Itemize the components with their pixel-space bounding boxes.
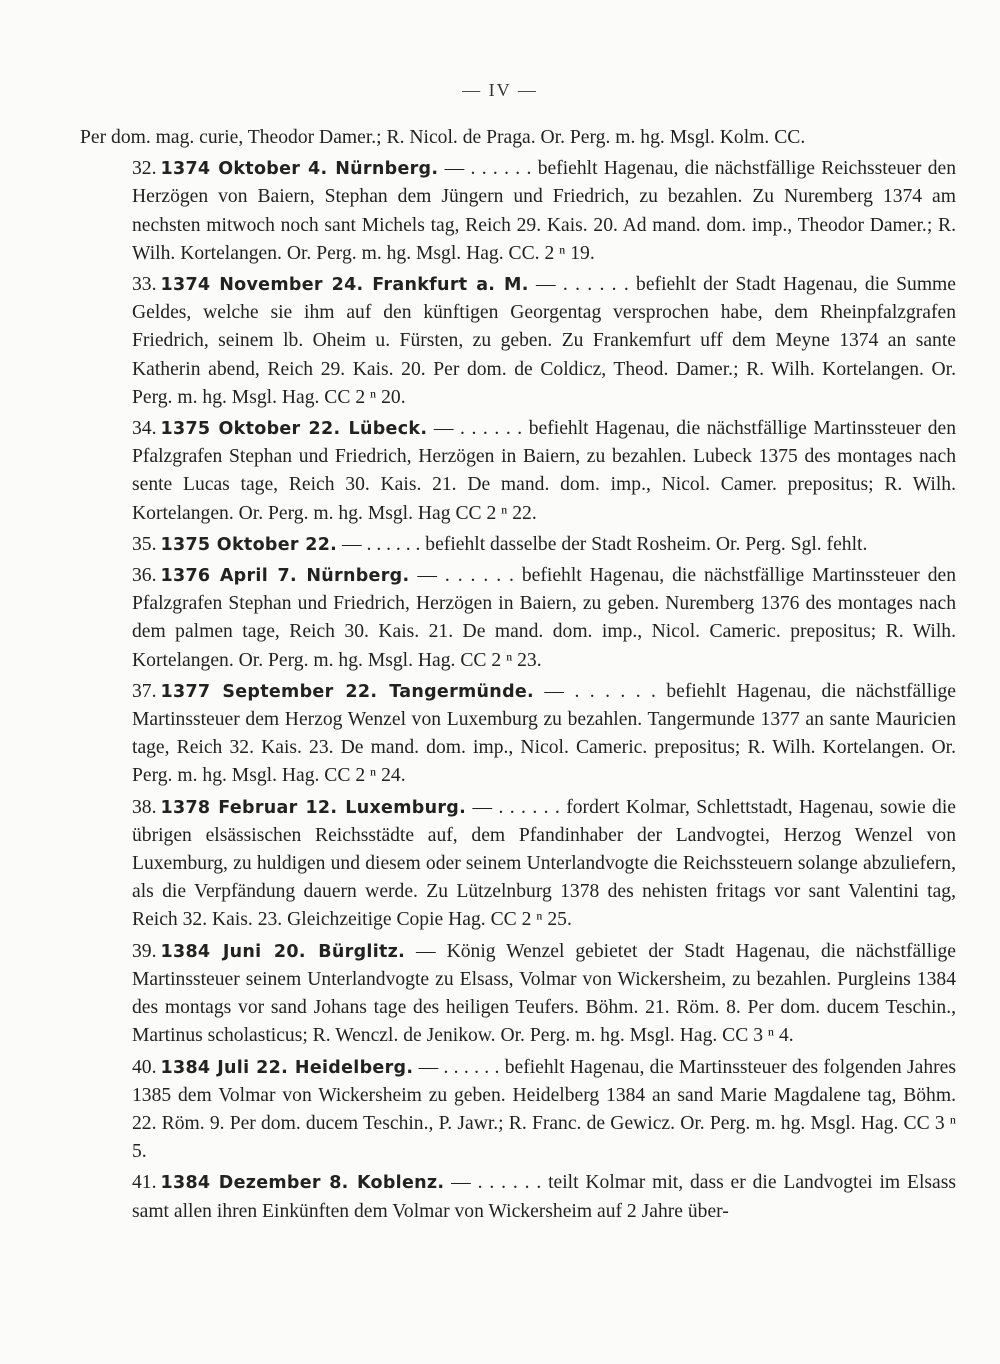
entry-text: — . . . . . . befiehlt Hagenau, die nächstfällige Reichssteuer den Herzögen von Baiern, Stephan dem Jüngern und Friedrich, zu bezahlen. Zu Nuremberg 1374 am nechsten mitwoch noch sant Michels tag, Reich 29. Kais. 20. Ad mand. dom. imp., Theodor Damer.; R. Wilh. Kortelangen. Or. Perg. m. hg. Msgl. Hag. CC. 2 ⁿ 19. (132, 158, 956, 264)
entry-date-place: 1384 Dezember 8. Koblenz. (160, 1173, 445, 1194)
entry-continuation (80, 124, 956, 152)
entry-number: 33. (132, 274, 157, 296)
entry-34 (80, 415, 956, 528)
entry-date-place: 1375 Oktober 22. (160, 534, 338, 555)
entry-37 (80, 678, 956, 791)
page-number: — IV — (462, 80, 538, 100)
entry-date-place: 1374 Oktober 4. Nürnberg. (160, 159, 439, 180)
entry-33 (80, 271, 956, 412)
entry-date-place: 1376 April 7. Nürnberg. (160, 566, 410, 587)
entry-text: — . . . . . . befiehlt Hagenau, die Martinssteuer des folgenden Jahres 1385 dem Volmar von Wickersheim zu geben. Heidelberg 1384 an sand Marie Magdalene tag, Böhm. 22. Röm. 9. Per dom. ducem Teschin., P. Jawr.; R. Franc. de Gewicz. Or. Perg. m. hg. Msgl. Hag. CC 3 ⁿ 5. (132, 1056, 956, 1163)
entry-number: 32. (132, 158, 157, 180)
entry-date-place: 1384 Juli 22. Heidelberg. (160, 1057, 414, 1078)
entry-number: 35. (132, 533, 157, 555)
entry-text: — . . . . . . befiehlt Hagenau, die nächstfällige Martinssteuer dem Herzog Wenzel von Luxemburg zu bezahlen. Tangermunde 1377 an sante Mauricien tage, Reich 32. Kais. 23. De mand. dom. imp., Nicol. Cameric. prepositus; R. Wilh. Kortelangen. Or. Perg. m. hg. Msgl. Hag. CC 2 ⁿ 24. (132, 680, 957, 787)
entry-32 (80, 155, 956, 268)
entry-number: 34. (132, 418, 157, 440)
entry-number: 36. (132, 565, 157, 587)
entry-text: — . . . . . . teilt Kolmar mit, dass er die Landvogtei im Elsass samt allen ihren Einkünften dem Volmar von Wickersheim auf 2 Jahre über- (132, 1172, 956, 1222)
entry-date-place: 1377 September 22. Tangermünde. (160, 681, 535, 702)
entry-text: — . . . . . . fordert Kolmar, Schlettstadt, Hagenau, sowie die übrigen elsässischen Reichsstädte auf, dem Pfandinhaber der Landvogtei, Herzog Wenzel von Luxemburg, zu huldigen und diesem oder seinem Unterlandvogte die Reichssteuern solange abzuliefern, als die Verpfändung dauern werde. Zu Lützelnburg 1378 des nehisten fritags vor sant Valentini tag, Reich 32. Kais. 23. Gleichzeitige Copie Hag. CC 2 ⁿ 25. (132, 796, 956, 931)
entry-41 (80, 1169, 956, 1225)
entry-number: 37. (132, 680, 157, 702)
entry-text: — . . . . . . befiehlt der Stadt Hagenau, die Summe Geldes, welche sie ihm auf den künftigen Georgentag versprochen habe, dem Rheinpfalzgrafen Friedrich, seinem lb. Oheim u. Fürsten, zu geben. Zu Frankemfurt uff dem Meyne 1374 an sante Katherin abend, Reich 29. Kais. 20. Per dom. de Coldicz, Theod. Damer.; R. Wilh. Kortelangen. Or. Perg. m. hg. Msgl. Hag. CC 2 ⁿ 20. (132, 274, 956, 408)
entry-date-place: 1384 Juni 20. Bürglitz. (160, 941, 406, 962)
entry-number: 40. (132, 1056, 157, 1078)
entry-38 (80, 794, 956, 935)
entry-35 (80, 531, 956, 559)
entry-number: 39. (132, 940, 157, 962)
entry-number: 41. (132, 1172, 157, 1194)
entry-date-place: 1374 November 24. Frankfurt a. M. (160, 275, 529, 296)
document-body (80, 124, 956, 1229)
entry-date-place: 1375 Oktober 22. Lübeck. (160, 419, 428, 440)
entry-text: — . . . . . . befiehlt Hagenau, die nächstfällige Martinssteuer den Pfalzgrafen Stephan und Friedrich, Herzögen in Baiern, zu bezahlen. Lubeck 1375 des montages nach sente Lucas tage, Reich 30. Kais. 21. De mand. dom. imp., Nicol. Camer. prepositus; R. Wilh. Kortelangen. Or. Perg. m. hg. Msgl. Hag CC 2 ⁿ 22. (132, 418, 957, 524)
entry-40 (80, 1054, 956, 1167)
entry-number: 38. (132, 796, 157, 818)
entry-text: Per dom. mag. curie, Theodor Damer.; R. Nicol. de Praga. Or. Perg. m. hg. Msgl. Kolm. CC. (80, 127, 806, 148)
entry-text: — . . . . . . befiehlt Hagenau, die nächstfällige Martinssteuer den Pfalzgrafen Stephan und Friedrich, Herzögen in Baiern, zu geben. Nuremberg 1376 des montages nach dem palmen tage, Reich 30. Kais. 21. De mand. dom. imp., Nicol. Cameric. prepositus; R. Wilh. Kortelangen. Or. Perg. m. hg. Msgl. Hag. CC 2 ⁿ 23. (132, 565, 956, 671)
entry-date-place: 1378 Februar 12. Luxemburg. (160, 797, 467, 818)
entry-36 (80, 562, 956, 675)
entry-text: — . . . . . . befiehlt dasselbe der Stadt Rosheim. Or. Perg. Sgl. fehlt. (337, 533, 868, 555)
entry-39 (80, 938, 956, 1051)
entry-text: — König Wenzel gebietet der Stadt Hagenau, die nächstfällige Martinssteuer seinem Unterlandvogte zu Elsass, Volmar von Wickersheim, zu bezahlen. Purgleins 1384 des montags vor sand Johans tage des heiligen Teufers. Böhm. 21. Röm. 8. Per dom. ducem Teschin., Martinus scholasticus; R. Wenczl. de Jenikow. Or. Perg. m. hg. Msgl. Hag. CC 3 ⁿ 4. (132, 940, 956, 1047)
